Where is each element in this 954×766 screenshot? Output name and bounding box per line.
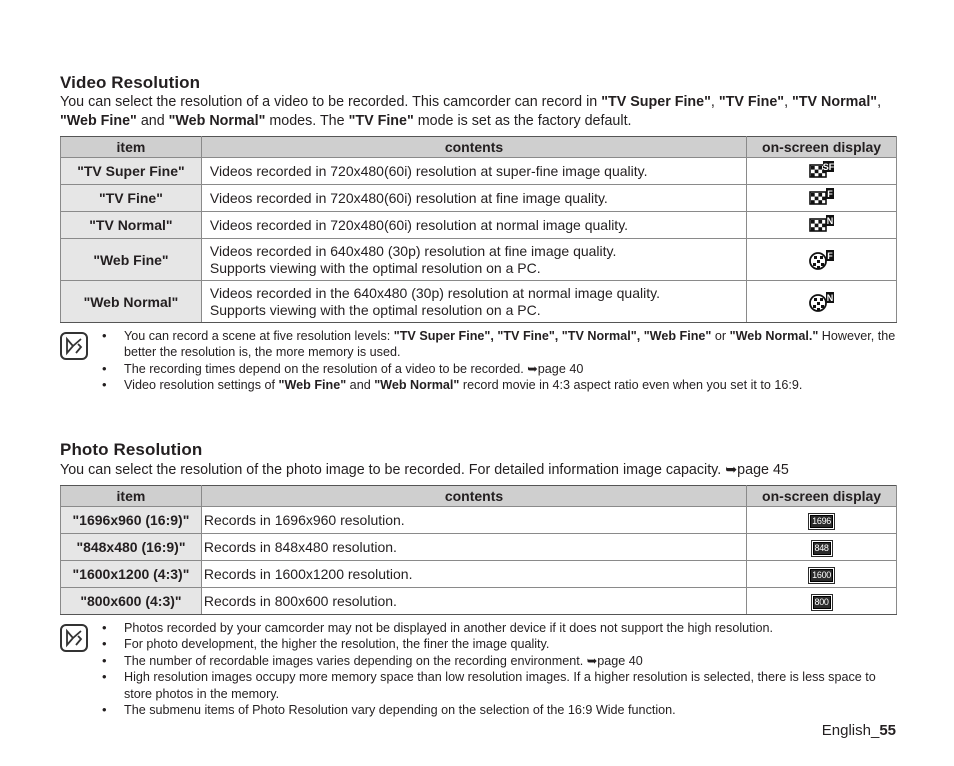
text-run: , [784, 94, 793, 110]
list-item: • Photos recorded by your camcorder may not be displayed in another device if it does not support the high resolution. [100, 620, 900, 636]
column-header-item: item [61, 137, 202, 158]
table-header-row [61, 486, 897, 507]
row-contents: Records in 1600x1200 resolution. [201, 561, 746, 588]
column-header-contents: contents [201, 137, 746, 158]
row-contents-line: Videos recorded in 720x480(60i) resolution at normal image quality. [209, 216, 629, 233]
list-item [100, 361, 900, 377]
text-run: Video resolution settings of [124, 378, 279, 393]
video-resolution-title: Video Resolution [60, 73, 201, 92]
row-item: "TV Super Fine" [61, 158, 202, 185]
row-item: "800x600 (4:3)" [61, 588, 202, 615]
text-run: "TV Super Fine" [601, 94, 711, 110]
row-contents: Records in 848x480 resolution. [201, 534, 746, 561]
web-normal-icon [809, 292, 835, 308]
table-row [61, 588, 897, 615]
column-header-item: item [61, 486, 202, 507]
text-run: "TV Super Fine", "TV Fine", "TV Normal", "Web Fine" [393, 329, 712, 343]
video-resolution-intro [60, 93, 900, 131]
note-icon [60, 624, 88, 652]
row-contents-line: Supports viewing with the optimal resolution on a PC. [209, 259, 541, 276]
photo-resolution-title: Photo Resolution [60, 440, 203, 459]
row-on-screen-display [747, 239, 897, 281]
column-header-on-screen-display: on-screen display [747, 137, 897, 158]
text-run: "TV Normal" [792, 94, 878, 110]
row-contents: Records in 1696x960 resolution. [201, 507, 746, 534]
text-run: "Web Fine" [278, 378, 347, 393]
text-run: "TV Fine" [348, 113, 414, 129]
row-on-screen-display [747, 212, 897, 239]
row-on-screen-display [747, 281, 897, 323]
1600-icon: 1600 [812, 569, 831, 580]
page-number: 55 [879, 722, 896, 739]
row-contents-line: Videos recorded in 640x480 (30p) resolution at fine image quality. [209, 242, 617, 259]
row-contents [201, 281, 746, 323]
row-contents [201, 212, 746, 239]
column-header-on-screen-display: on-screen display [747, 486, 897, 507]
list-item: • The submenu items of Photo Resolution vary depending on the selection of the 16:9 Wide function. [100, 702, 900, 718]
text-run: record movie in 4:3 aspect ratio even when you set it to 16:9. [459, 378, 803, 393]
table-header-row [61, 137, 897, 158]
table-row [61, 158, 897, 185]
web-fine-icon [809, 250, 835, 266]
text-run: and [136, 113, 169, 129]
svg-text:F: F [826, 189, 833, 199]
row-on-screen-display [747, 158, 897, 185]
text-run: mode is set as the factory default. [413, 113, 632, 129]
text-run: "Web Fine" [60, 113, 137, 129]
list-item: • For photo development, the higher the resolution, the finer the image quality. [100, 636, 900, 652]
row-item: "TV Fine" [61, 185, 202, 212]
row-on-screen-display [747, 507, 897, 534]
800-icon: 800 [814, 596, 829, 607]
list-item [100, 377, 900, 393]
text-run: You can select the resolution of a video to be recorded. This camcorder can record in [60, 94, 602, 110]
row-contents-line: Videos recorded in the 640x480 (30p) resolution at normal image quality. [209, 284, 660, 301]
text-run: , [877, 94, 882, 110]
footer-language: English_ [821, 722, 880, 739]
video-resolution-notes [100, 328, 900, 394]
row-contents-line: Supports viewing with the optimal resolution on a PC. [209, 301, 541, 318]
tv-normal-icon [809, 216, 835, 232]
svg-text:N: N [826, 216, 833, 226]
row-item: "1696x960 (16:9)" [61, 507, 202, 534]
tv-super-fine-icon [809, 162, 835, 178]
list-item: • High resolution images occupy more memory space than low resolution images. If a higher resolution is selected, there is less space to store photos in the memory. [100, 669, 900, 702]
row-contents [201, 158, 746, 185]
photo-resolution-intro: You can select the resolution of the photo image to be recorded. For detailed information image capacity. ➥page 45 [60, 462, 789, 478]
1696-icon: 1696 [812, 515, 831, 526]
848-icon: 848 [814, 542, 829, 553]
text-run: You can record a scene at five resolution levels: [124, 329, 394, 343]
row-item: "Web Fine" [61, 239, 202, 281]
row-item: "Web Normal" [61, 281, 202, 323]
row-on-screen-display [747, 561, 897, 588]
table-row [61, 561, 897, 588]
text-run: or [711, 329, 730, 343]
text-run: "Web Normal" [168, 113, 266, 129]
tv-fine-icon [809, 189, 835, 205]
table-row [61, 534, 897, 561]
text-run: "Web Normal" [374, 378, 460, 393]
text-run: , [710, 94, 719, 110]
list-item: • The number of recordable images varies depending on the recording environment. ➥page 40 [100, 653, 900, 669]
row-on-screen-display [747, 185, 897, 212]
row-item: "1600x1200 (4:3)" [61, 561, 202, 588]
svg-text:N: N [826, 292, 833, 303]
row-contents [201, 239, 746, 281]
note-icon [60, 332, 88, 360]
table-row [61, 185, 897, 212]
text-run: "TV Fine" [718, 94, 785, 110]
svg-text:SF: SF [822, 162, 834, 172]
column-header-contents: contents [201, 486, 746, 507]
table-row [61, 507, 897, 534]
row-on-screen-display [747, 534, 897, 561]
list-item [100, 328, 900, 361]
table-row [61, 281, 897, 323]
photo-resolution-table [60, 485, 897, 615]
video-resolution-table [60, 136, 897, 323]
text-run: "Web Normal." [729, 329, 819, 343]
page-footer [822, 722, 896, 739]
text-run: and [346, 378, 375, 393]
row-item: "848x480 (16:9)" [61, 534, 202, 561]
text-run: However, the better the resolution is, the more memory is used. [124, 329, 896, 360]
table-row [61, 212, 897, 239]
text-run: modes. The [265, 113, 349, 129]
row-on-screen-display [747, 588, 897, 615]
row-contents: Records in 800x600 resolution. [201, 588, 746, 615]
svg-text:F: F [826, 250, 833, 261]
row-item: "TV Normal" [61, 212, 202, 239]
row-contents-line: Videos recorded in 720x480(60i) resolution at fine image quality. [209, 189, 608, 206]
row-contents-line: Videos recorded in 720x480(60i) resolution at super-fine image quality. [209, 162, 648, 179]
photo-resolution-notes [100, 620, 900, 718]
text-run: The recording times depend on the resolution of a video to be recorded. ➥page 40 [124, 361, 584, 376]
table-row [61, 239, 897, 281]
row-contents [201, 185, 746, 212]
